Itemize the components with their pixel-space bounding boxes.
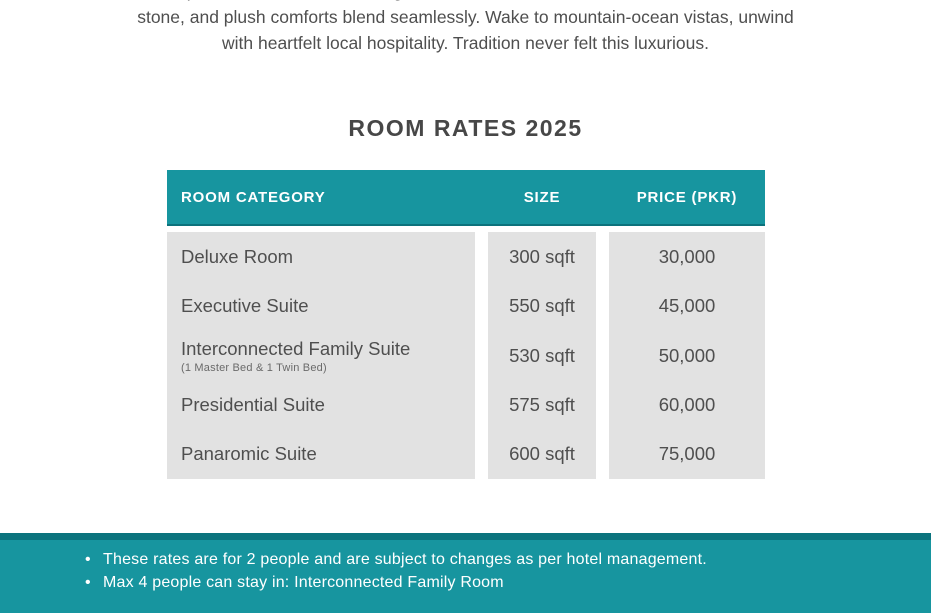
- room-price-cell: 75,000: [658, 443, 716, 465]
- intro-line-3: with heartfelt local hospitality. Tradition never felt this luxurious.: [222, 33, 709, 53]
- intro-paragraph: [0, 0, 931, 56]
- column-header-room-category: ROOM CATEGORY: [181, 188, 326, 206]
- room-category-cell: [167, 430, 475, 479]
- room-name: Executive Suite: [181, 295, 309, 317]
- size-column: [488, 232, 596, 479]
- intro-line-2: stone, and plush comforts blend seamlessly. Wake to mountain-ocean vistas, unwind: [137, 7, 794, 27]
- room-size-cell: 530 sqft: [509, 344, 575, 366]
- table-body: [167, 232, 765, 479]
- room-price-cell: 45,000: [658, 295, 716, 317]
- room-category-cell: [167, 331, 475, 380]
- table-title: ROOM RATES 2025: [348, 115, 583, 141]
- room-price-cell: 30,000: [658, 245, 716, 267]
- room-note: (1 Master Bed & 1 Twin Bed): [181, 361, 327, 374]
- column-header-size: SIZE: [523, 188, 561, 206]
- price-column: [609, 232, 765, 479]
- room-name: Interconnected Family Suite: [181, 337, 411, 359]
- room-size-cell: 550 sqft: [509, 295, 575, 317]
- room-size-cell: 600 sqft: [509, 443, 575, 465]
- room-size-cell: 575 sqft: [509, 393, 575, 415]
- room-category-cell: [167, 281, 475, 330]
- room-name: Presidential Suite: [181, 393, 325, 415]
- room-category-cell: [167, 232, 475, 281]
- footer-note-item: • Max 4 people can stay in: Interconnected Family Room: [85, 571, 931, 594]
- room-name: Panaromic Suite: [181, 443, 317, 465]
- footer-note-item: • These rates are for 2 people and are subject to changes as per hotel management.: [85, 548, 931, 571]
- footer-banner: [0, 533, 931, 613]
- table-header-row: [167, 170, 765, 226]
- room-name: Deluxe Room: [181, 245, 294, 267]
- footer-notes: [85, 548, 931, 594]
- room-price-cell: 50,000: [658, 344, 716, 366]
- room-category-cell: [167, 380, 475, 429]
- room-rates-table: [167, 170, 765, 479]
- category-column: [167, 232, 475, 479]
- column-header-price: PRICE (PKR): [636, 188, 738, 206]
- room-price-cell: 60,000: [658, 393, 716, 415]
- room-size-cell: 300 sqft: [509, 245, 575, 267]
